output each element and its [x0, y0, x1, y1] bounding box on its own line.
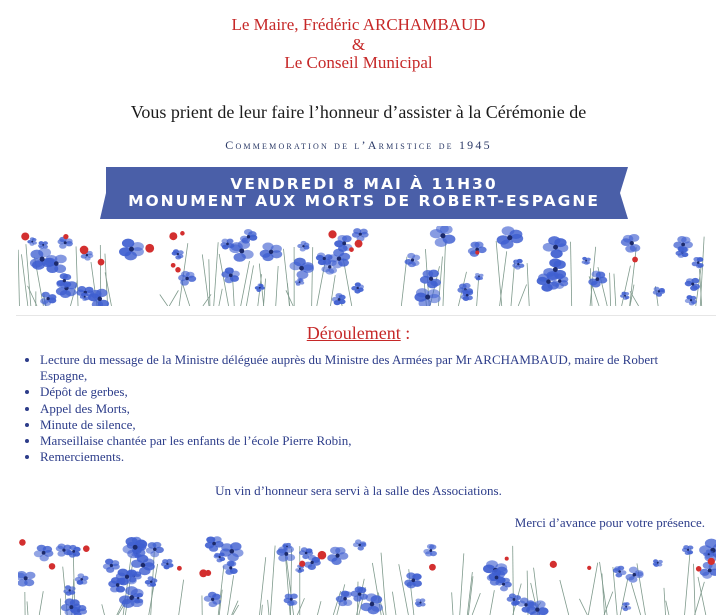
- cornflower-icon: [229, 240, 253, 262]
- flower-stem: [579, 599, 587, 615]
- cornflower-icon: [414, 288, 440, 306]
- cornflower-icon: [420, 270, 441, 289]
- cornflower-icon: [332, 293, 346, 305]
- poppy-icon: [19, 539, 26, 546]
- flower-stem: [228, 575, 234, 615]
- cornflower-icon: [240, 229, 257, 244]
- cornflower-icon: [146, 542, 164, 557]
- flower-stem: [218, 566, 224, 615]
- cornflower-icon: [44, 255, 67, 273]
- flower-stem: [18, 250, 19, 306]
- program-heading: [0, 323, 717, 344]
- cornflower-icon: [255, 283, 265, 292]
- poppy-icon: [171, 263, 176, 268]
- flower-stem: [270, 546, 275, 615]
- cornflower-icon: [75, 573, 89, 585]
- event-place: MONUMENT AUX MORTS DE ROBERT-ESPAGNE: [128, 192, 600, 210]
- cornflower-icon: [290, 258, 314, 279]
- flower-stem: [443, 242, 446, 306]
- flower-stem: [312, 247, 313, 306]
- poppy-icon: [21, 232, 29, 240]
- program-title: Déroulement: [306, 323, 401, 343]
- poppy-icon: [169, 232, 177, 240]
- flower-stem: [610, 273, 611, 306]
- cornflower-icon: [132, 593, 143, 604]
- flower-stem: [21, 254, 27, 306]
- cornflower-icon: [223, 561, 238, 575]
- cornflower-icon: [682, 545, 693, 555]
- flower-stem: [268, 600, 269, 615]
- poppy-icon: [63, 234, 68, 239]
- poppy-icon: [587, 566, 591, 570]
- cornflower-icon: [38, 241, 48, 249]
- event-banner: [100, 167, 628, 219]
- flower-stem: [399, 564, 409, 615]
- flower-stem: [490, 590, 494, 615]
- cornflower-icon: [582, 257, 591, 265]
- poppy-icon: [49, 563, 56, 570]
- cornflower-icon: [621, 602, 631, 611]
- cornflower-icon: [204, 592, 221, 607]
- cornflower-icon: [18, 571, 35, 587]
- cornflower-icon: [205, 536, 224, 552]
- cornflower-icon: [220, 239, 234, 250]
- poppy-icon: [180, 231, 185, 236]
- program-list: [22, 352, 680, 465]
- cornflower-icon: [653, 559, 663, 567]
- poppy-icon: [550, 561, 557, 568]
- cornflower-icon: [352, 228, 369, 241]
- cornflower-icon: [613, 566, 627, 578]
- cornflower-icon: [336, 591, 353, 607]
- list-item: • Appel des Morts,: [40, 401, 680, 417]
- flower-stem: [179, 580, 184, 615]
- cornflower-icon: [430, 226, 456, 247]
- cornflower-icon: [507, 593, 521, 605]
- cornflower-icon: [297, 241, 309, 252]
- flower-stem: [241, 261, 250, 306]
- flower-border-bottom: [18, 535, 716, 615]
- cornflower-icon: [34, 545, 54, 562]
- list-item: • Marseillaise chantée par les enfants de l’école Pierre Robin,: [40, 433, 680, 449]
- list-item: • Dépôt de gerbes,: [40, 384, 680, 400]
- cornflower-icon: [353, 539, 366, 550]
- host-mayor: Le Maire, Frédéric ARCHAMBAUD: [231, 15, 486, 34]
- flower-stem: [695, 582, 705, 615]
- cornflower-icon: [351, 586, 368, 601]
- cornflower-icon: [178, 271, 196, 286]
- poppy-icon: [177, 566, 182, 571]
- poppy-icon: [349, 247, 354, 252]
- flower-stem: [102, 604, 105, 615]
- flower-stem: [600, 562, 608, 615]
- host-council: Le Conseil Municipal: [284, 53, 433, 72]
- flower-stem: [666, 601, 669, 615]
- flower-stem: [630, 247, 637, 306]
- flower-stem: [160, 294, 168, 306]
- flower-stem: [452, 592, 453, 615]
- flower-stem: [468, 576, 473, 615]
- invitation-text: Vous prient de leur faire l’honneur d’assister à la Cérémonie de: [130, 102, 587, 122]
- cornflower-icon: [692, 257, 704, 268]
- cornflower-icon: [172, 249, 184, 259]
- cornflower-icon: [685, 295, 697, 305]
- program-title-colon: :: [400, 323, 411, 343]
- cornflower-icon: [588, 271, 607, 288]
- cornflower-icon: [327, 547, 348, 565]
- poppy-icon: [299, 561, 305, 567]
- cornflower-icon: [161, 559, 174, 569]
- flower-stem: [472, 593, 480, 615]
- poppy-icon: [83, 545, 90, 552]
- flower-stem: [392, 592, 396, 615]
- cornflower-icon: [316, 253, 333, 266]
- cornflower-icon: [284, 593, 298, 606]
- cornflower-icon: [404, 572, 422, 588]
- cornflower-icon: [543, 258, 566, 280]
- cornflower-icon: [620, 292, 629, 300]
- poppy-icon: [80, 246, 89, 255]
- reception-note: Un vin d’honneur sera servi à la salle des Associations.: [215, 483, 502, 498]
- cornflower-icon: [103, 559, 120, 573]
- flower-stem: [614, 274, 616, 306]
- flower-stem: [527, 263, 529, 306]
- cornflower-icon: [123, 537, 148, 558]
- poppy-icon: [175, 267, 180, 272]
- cornflower-icon: [543, 236, 569, 258]
- cornflower-icon: [497, 226, 524, 249]
- flower-stem: [209, 259, 210, 306]
- poppy-icon: [632, 257, 638, 263]
- poppy-icon: [505, 557, 509, 561]
- poppy-icon: [98, 259, 105, 266]
- flower-stem: [76, 246, 78, 306]
- flower-stem: [631, 583, 640, 615]
- flower-stem: [460, 553, 464, 615]
- ceremony-title: Commemoration de l’Armistice de 1945: [225, 138, 492, 152]
- cornflower-icon: [685, 278, 700, 291]
- cornflower-icon: [40, 292, 56, 306]
- list-item: • Lecture du message de la Ministre déléguée auprès du Ministre des Armées par Mr ARCHAMBAUD, maire de Robert Espagne,: [40, 352, 680, 384]
- flower-stem: [39, 591, 43, 615]
- poppy-icon: [318, 551, 327, 560]
- flower-stem: [685, 548, 691, 615]
- cornflower-icon: [214, 553, 226, 563]
- cornflower-icon: [260, 243, 282, 262]
- flower-stem: [27, 601, 28, 615]
- flower-stem: [169, 290, 178, 306]
- cornflower-icon: [295, 278, 304, 286]
- flower-stem: [698, 577, 706, 615]
- event-date-time: VENDREDI 8 MAI À 11H30: [230, 175, 498, 193]
- flower-stem: [500, 251, 507, 306]
- thanks-note: Merci d’avance pour votre présence.: [514, 515, 705, 530]
- flower-stem: [262, 605, 263, 615]
- poppy-icon: [708, 558, 715, 565]
- cornflower-icon: [673, 236, 693, 253]
- list-item: • Minute de silence,: [40, 417, 680, 433]
- flower-stem: [264, 279, 266, 306]
- flower-stem: [214, 242, 218, 306]
- poppy-icon: [429, 564, 436, 571]
- poppy-icon: [475, 251, 479, 255]
- cornflower-icon: [423, 544, 437, 557]
- flower-stem: [105, 254, 108, 306]
- list-item: • Remerciements.: [40, 449, 680, 465]
- cornflower-icon: [700, 562, 716, 579]
- poppy-icon: [199, 569, 207, 577]
- flower-stem: [467, 572, 472, 615]
- poppy-icon: [355, 240, 363, 248]
- flower-stem: [276, 266, 278, 306]
- cornflower-icon: [405, 253, 421, 267]
- flower-stem: [560, 580, 569, 615]
- flower-stem: [283, 249, 289, 306]
- cornflower-icon: [27, 237, 37, 246]
- divider: [16, 315, 716, 316]
- flower-stem: [518, 285, 526, 306]
- flower-stem: [664, 588, 666, 615]
- flower-stem: [317, 601, 321, 615]
- cornflower-icon: [626, 567, 644, 583]
- poppy-icon: [145, 244, 154, 253]
- flower-stem: [297, 598, 304, 615]
- flower-stem: [694, 564, 696, 615]
- cornflower-icon: [461, 290, 473, 301]
- poppy-icon: [696, 566, 702, 572]
- poppy-icon: [328, 230, 336, 238]
- cornflower-icon: [653, 287, 665, 297]
- flower-stem: [588, 563, 597, 615]
- cornflower-icon: [474, 273, 483, 280]
- flower-stem: [571, 242, 572, 306]
- cornflower-icon: [351, 282, 364, 293]
- cornflower-icon: [119, 239, 144, 261]
- flower-border-top: [18, 226, 716, 306]
- cornflower-icon: [621, 234, 641, 253]
- host-ampersand: &: [351, 35, 366, 54]
- flower-stem: [219, 289, 222, 306]
- cornflower-icon: [415, 598, 426, 607]
